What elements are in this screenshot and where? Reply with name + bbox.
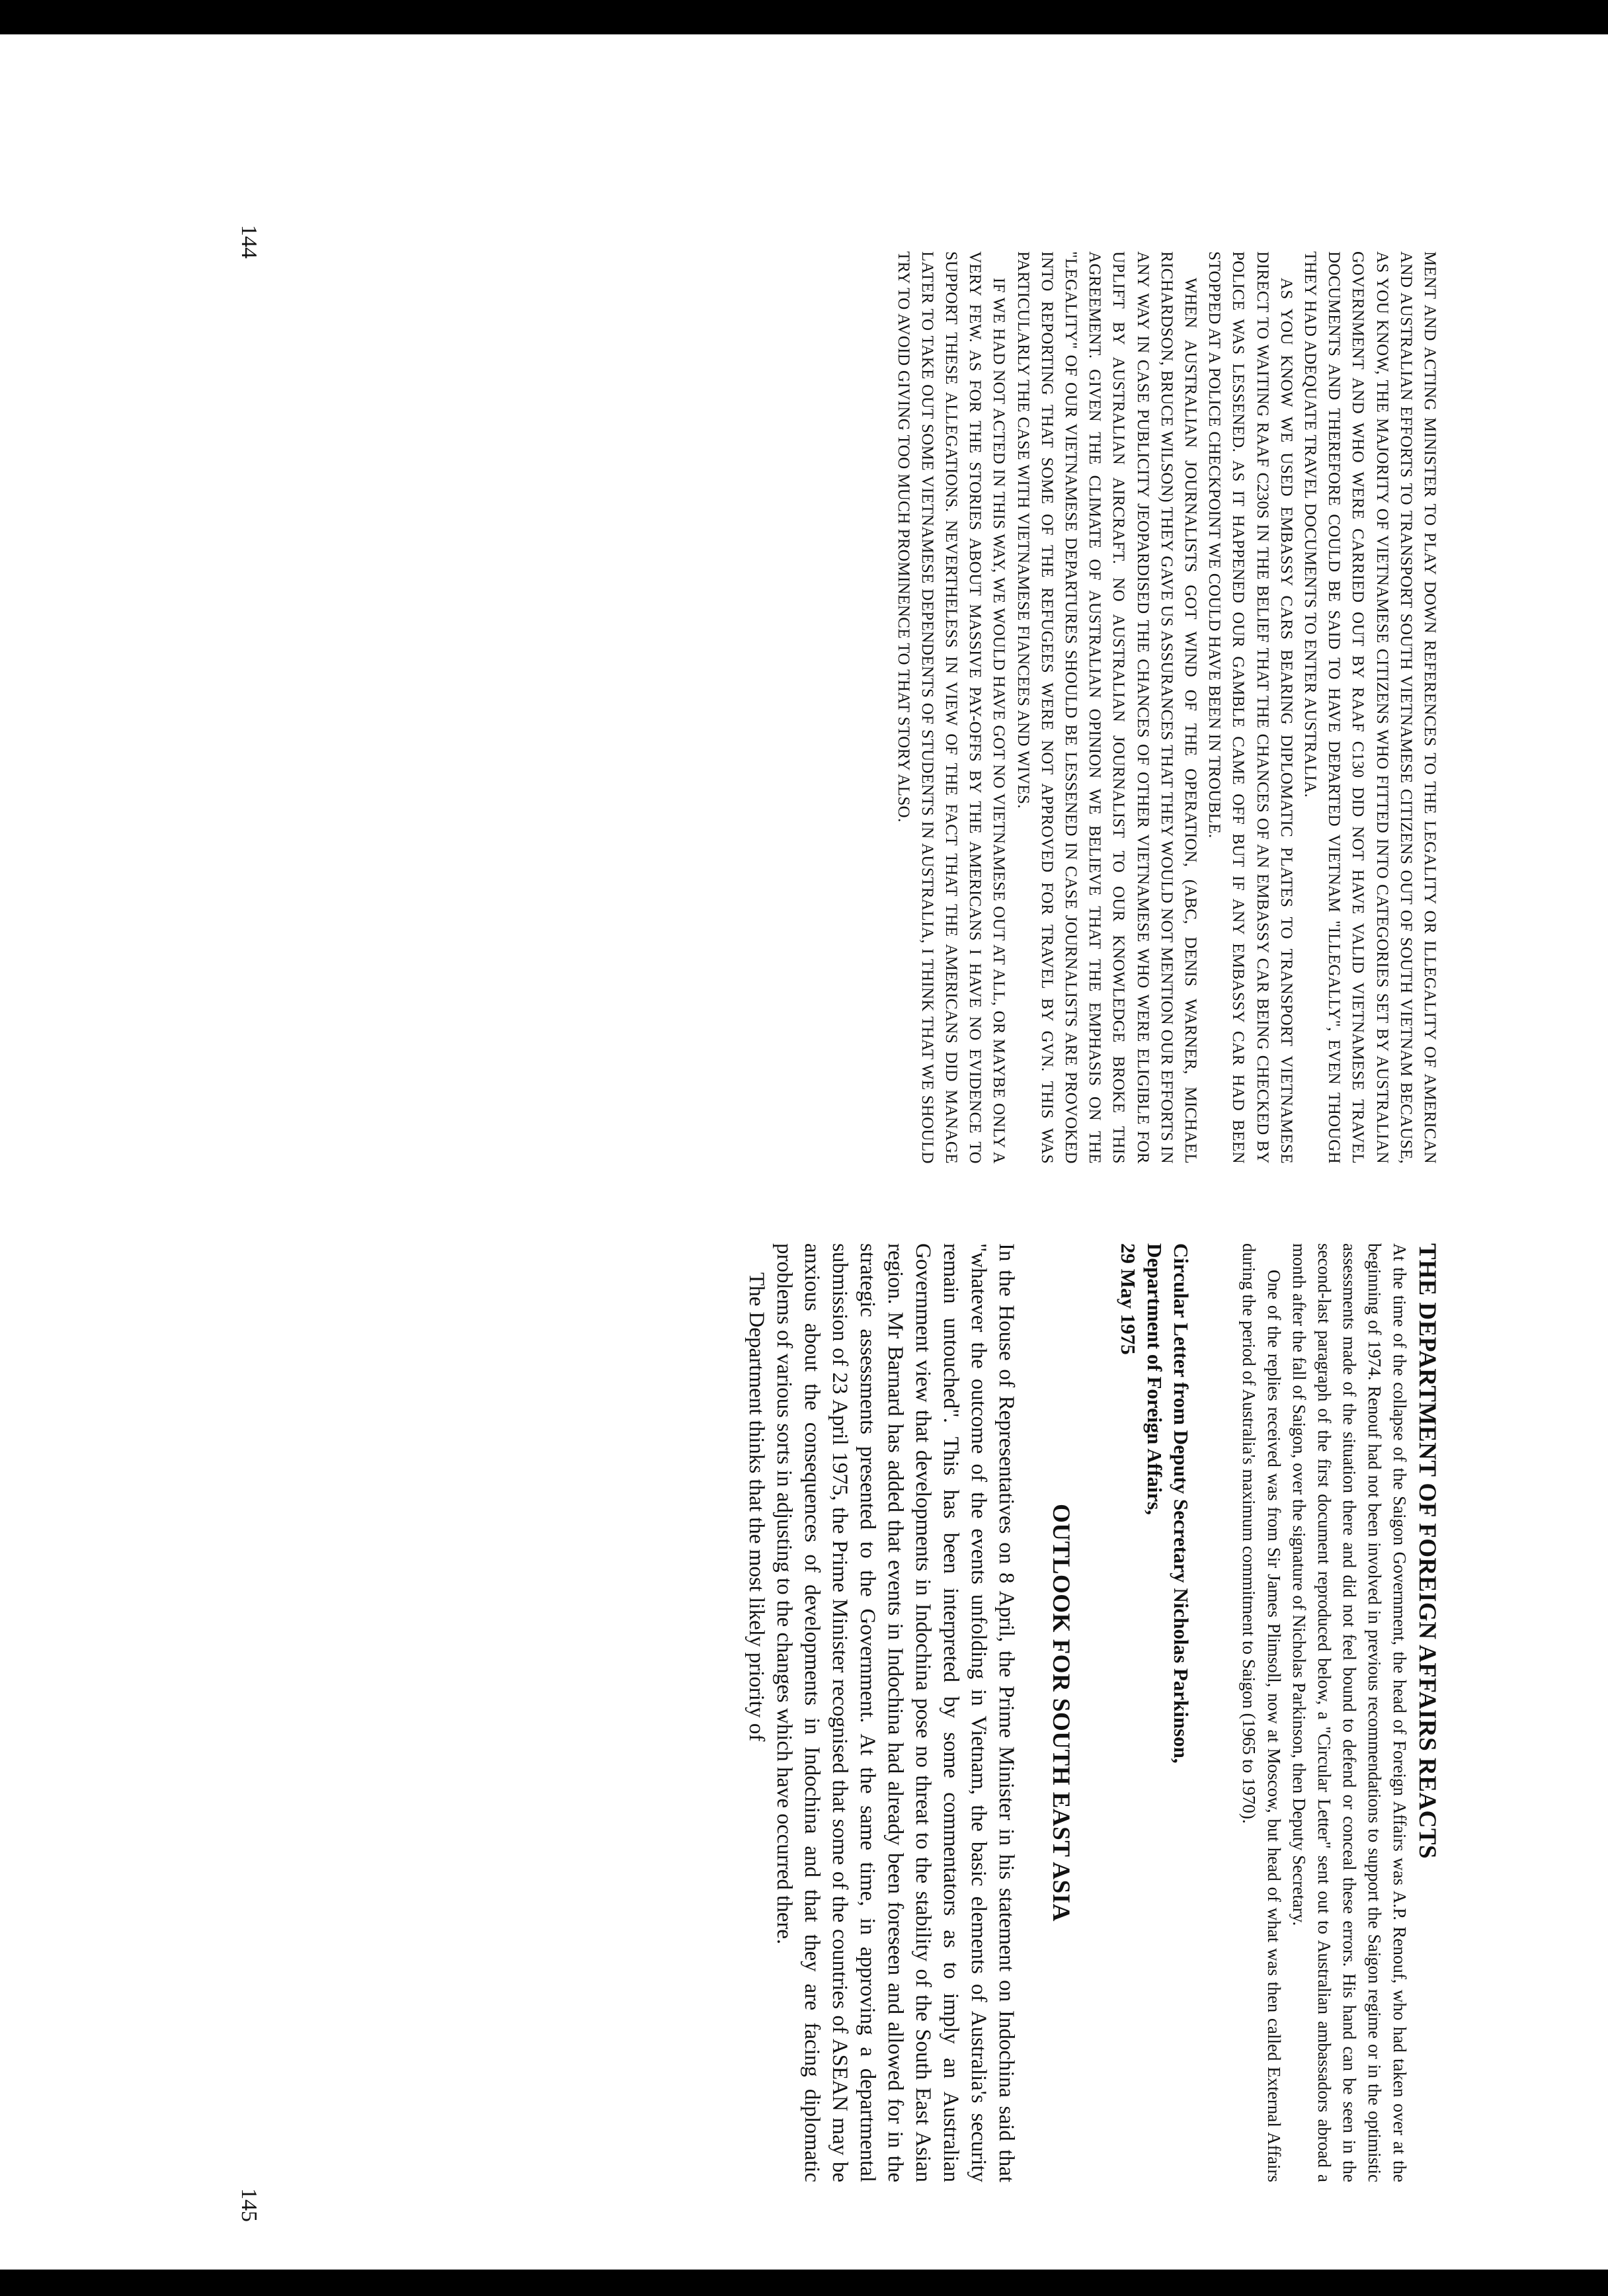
letter-heading-line1: Circular Letter from Deputy Secretary Nicholas Parkinson, bbox=[1170, 1243, 1193, 1764]
left-page-column bbox=[891, 251, 1441, 1164]
intro-paragraph-1: At the time of the collapse of the Saigon Government, the head of Foreign Affairs was A.P. Renouf, who had taken over at the beginning of 1974. Renouf had not been involved in previous recommendations to support the Saigon regime or in the optimistic assessments made of the situation there and did not feel bound to defend or conceal these errors. His hand can be seen in the second-last paragraph of the first document reproduced below, a "Circular Letter" sent out to Australian ambassadors abroad a month after the fall of Saigon, over the signature of Nicholas Parkinson, then Deputy Secretary. bbox=[1289, 1243, 1410, 2182]
rotated-book-spread bbox=[145, 225, 1441, 2222]
left-paragraph-4: IF WE HAD NOT ACTED IN THIS WAY, WE WOULD HAVE GOT NO VIETNAMESE OUT AT ALL, OR MAYBE ONLY A VERY FEW. AS FOR THE STORIES ABOUT MASSIVE PAY-OFFS BY THE AMERICANS I HAVE NO EVIDENCE TO SUPPORT THESE ALLEGATIONS. NEVERTHELESS IN VIEW OF THE FACT THAT THE AMERICANS DID MANAGE LATER TO TAKE OUT SOME VIETNAMESE DEPENDENTS OF STUDENTS IN AUSTRALIA, I THINK THAT WE SHOULD TRY TO AVOID GIVING TOO MUCH PROMINENCE TO THAT STORY ALSO. bbox=[894, 251, 1008, 1164]
outlook-heading: OUTLOOK FOR SOUTH EAST ASIA bbox=[1047, 1504, 1074, 1922]
left-paragraph-1: MENT AND ACTING MINISTER TO PLAY DOWN REFERENCES TO THE LEGALITY OR ILLEGALITY OF AMERICAN AND AUSTRALIAN EFFORTS TO TRANSPORT SOUTH VIETNAMESE CITIZENS OUT OF SOUTH VIETNAM BECAUSE, AS YOU KNOW, THE MAJORITY OF VIETNAMESE CITIZENS WHO FITTED INTO CATEGORIES SET BY AUSTRALIAN GOVERNMENT AND WHO WERE CARRIED OUT BY RAAF C130 DID NOT HAVE VALID VIETNAMESE TRAVEL DOCUMENTS AND THEREFORE COULD BE SAID TO HAVE DEPARTED VIETNAM "ILLEGALLY", EVEN THOUGH THEY HAD ADEQUATE TRAVEL DOCUMENTS TO ENTER AUSTRALIA. bbox=[1301, 251, 1439, 1164]
letter-heading bbox=[1115, 1243, 1194, 2182]
scan-border-top bbox=[0, 0, 1608, 34]
section-title: THE DEPARTMENT OF FOREIGN AFFAIRS REACTS bbox=[1414, 1243, 1441, 1860]
letter-heading-date: 29 May 1975 bbox=[1117, 1243, 1140, 1355]
right-page-column bbox=[743, 1243, 1441, 2182]
scan-border-bottom bbox=[0, 2270, 1608, 2296]
left-page bbox=[145, 225, 1441, 1177]
left-paragraph-2: AS YOU KNOW WE USED EMBASSY CARS BEARING DIPLOMATIC PLATES TO TRANSPORT VIETNAMESE DIRECT TO WAITING RAAF C230S IN THE BELIEF THAT THE CHANCES OF AN EMBASSY CAR BEING CHECKED BY POLICE WAS LESSENED. AS IT HAPPENED OUR GAMBLE CAME OFF BUT IF ANY EMBASSY CAR HAD BEEN STOPPED AT A POLICE CHECKPOINT WE COULD HAVE BEEN IN TROUBLE. bbox=[1205, 251, 1295, 1164]
page-number-right: 145 bbox=[237, 2188, 261, 2222]
left-paragraph-3: WHEN AUSTRALIAN JOURNALISTS GOT WIND OF THE OPERATION, (ABC, DENIS WARNER, MICHAEL RICHARDSON, BRUCE WILSON) THEY GAVE US ASSURANCES THAT THEY WOULD NOT MENTION OUR EFFORTS IN ANY WAY IN CASE PUBLICITY JEOPARDISED THE CHANCES OF OTHER VIETNAMESE WHO WERE ELIGIBLE FOR UPLIFT BY AUSTRALIAN AIRCRAFT. NO AUSTRALIAN JOURNALIST TO OUR KNOWLEDGE BROKE THIS AGREEMENT. GIVEN THE CLIMATE OF AUSTRALIAN OPINION WE BELIEVE THAT THE EMPHASIS ON THE "LEGALITY" OF OUR VIETNAMESE DEPARTURES SHOULD BE LESSENED IN CASE JOURNALISTS ARE PROVOKED INTO REPORTING THAT SOME OF THE REFUGEES WERE NOT APPROVED FOR TRAVEL BY GVN. THIS WAS PARTICULARLY THE CASE WITH VIETNAMESE FIANCEES AND WIVES. bbox=[1014, 251, 1199, 1164]
outlook-paragraph-2: The Department thinks that the most likely priority of bbox=[744, 1272, 768, 1742]
letter-heading-line2: Department of Foreign Affairs, bbox=[1143, 1243, 1166, 1515]
page-number-left: 144 bbox=[237, 225, 261, 259]
outlook-paragraph-1: In the House of Representatives on 8 April, the Prime Minister in his statement on Indochina said that "whatever the outcome of the events unfolding in Vietnam, the basic elements of Australia's security remain untouched". This has been interpreted by some commentators as to imply an Australian Government view that developments in Indochina pose no threat to the stability of the South East Asian region. Mr Barnard has added that events in Indochina had already been foreseen and allowed for in the strategic assessments presented to the Government. At the same time, in approving a departmental submission of 23 April 1975, the Prime Minister recognised that some of the countries of ASEAN may be anxious about the consequences of developments in Indochina and that they are facing diplomatic problems of various sorts in adjusting to the changes which have occurred there. bbox=[772, 1243, 1018, 2182]
right-page bbox=[145, 1230, 1441, 2222]
intro-paragraph-2: One of the replies received was from Sir James Plimsoll, now at Moscow, but head of what was then called External Affairs during the period of Australia's maximum commitment to Saigon (1965 to 1970). bbox=[1239, 1243, 1284, 2182]
